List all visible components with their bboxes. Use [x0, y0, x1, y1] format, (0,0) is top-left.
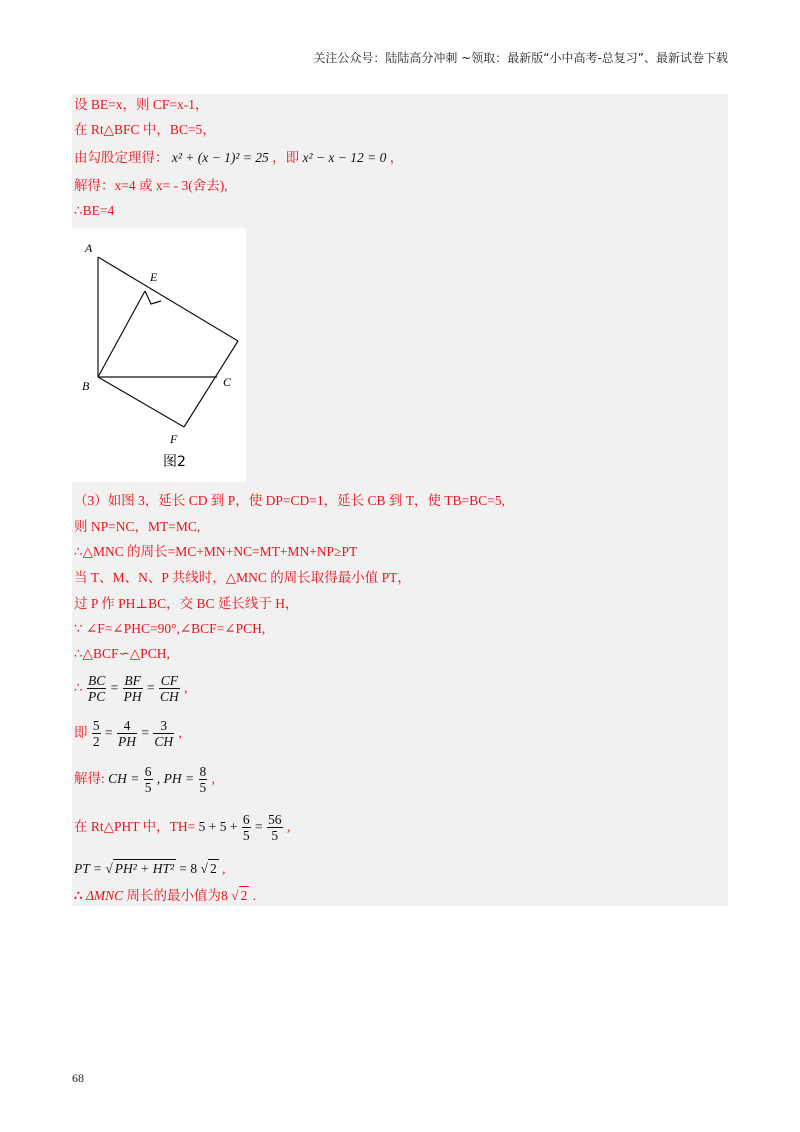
th-line: 在 Rt△PHT 中，TH= 5 + 5 + $\frac{6}{5}$ = $\frac{56}{5}$ ,	[74, 812, 291, 844]
fraction: $\frac{6}{5}$	[242, 812, 250, 844]
solution-line: 则 NP=NC，MT=MC,	[74, 519, 201, 534]
solve-line: 解得: CH = $\frac{6}{5}$ , PH = $\frac{8}{5}$ ,	[74, 764, 215, 796]
label-a: A	[85, 241, 93, 255]
fraction: $\frac{BF}{PH}$	[123, 673, 142, 705]
text: ，	[389, 150, 404, 165]
ratio-line: ∴ $\frac{BC}{PC}$ = $\frac{BF}{PH}$ = $\frac{CF}{CH}$ ,	[74, 673, 188, 705]
solution-line: 当 T、M、N、P 共线时，△MNC 的周长取得最小值 PT，	[74, 570, 411, 585]
solution-line	[74, 149, 403, 167]
segment-bf	[98, 377, 184, 427]
segment-ad	[98, 257, 238, 341]
fraction: $\frac{CF}{CH}$	[159, 673, 179, 705]
pt-line: PT = √ PH² + HT² = 8 √ 2 ,	[74, 861, 226, 876]
fraction: $\frac{56}{5}$	[268, 812, 282, 844]
geometry-diagram	[72, 228, 246, 482]
fraction: $\frac{5}{2}$	[92, 718, 100, 750]
fraction: $\frac{6}{5}$	[144, 764, 152, 796]
conclusion-line: ∴ ΔMNC 周长的最小值为8 √ 2 .	[74, 888, 257, 903]
label-e: E	[150, 270, 158, 284]
geometry-figure	[72, 228, 246, 482]
text: 由勾股定理得：	[74, 150, 169, 165]
ratio-line: 即 $\frac{5}{2}$ = $\frac{4}{PH}$ = $\frac{3}{CH}$ ,	[74, 718, 182, 750]
solution-line: ∵ ∠F=∠PHC=90°,∠BCF=∠PCH,	[74, 621, 266, 636]
solution-line: 设 BE=x，则 CF=x-1，	[74, 97, 209, 112]
label-c: C	[223, 375, 232, 389]
square-root: 2	[209, 861, 217, 876]
label-b: B	[82, 379, 90, 393]
fraction: $\frac{3}{CH}$	[154, 718, 174, 750]
label-f: F	[170, 432, 178, 446]
square-root: 2	[240, 888, 248, 903]
segment-be	[98, 291, 145, 377]
fraction: $\frac{8}{5}$	[199, 764, 207, 796]
solution-line: ∴BE=4	[74, 203, 115, 218]
fraction: $\frac{4}{PH}$	[118, 718, 136, 750]
solution-line: 在 Rt△BFC 中，BC=5，	[74, 122, 216, 137]
figure-caption: 图2	[163, 454, 186, 470]
solution-line: （3）如图 3，延长 CD 到 P，使 DP=CD=1，延长 CB 到 T，使 TB=BC=5,	[74, 493, 505, 508]
equation: x² − x − 12 = 0	[302, 150, 387, 165]
page-header: 关注公众号：陆陆高分冲刺 ~领取：最新版“小中高考-总复习”、最新试卷下载	[313, 51, 728, 65]
page-number: 68	[72, 1071, 84, 1085]
equation: x² + (x − 1)² = 25	[171, 150, 269, 165]
text: ，即	[272, 150, 300, 165]
solution-block	[72, 94, 728, 906]
solution-line: 过 P 作 PH⊥BC，交 BC 延长线于 H，	[74, 596, 299, 611]
fraction: $\frac{BC}{PC}$	[87, 673, 106, 705]
solution-line: ∴△MNC 的周长=MC+MN+NC=MT+MN+NP≥PT	[74, 544, 358, 559]
solution-line: 解得：x=4 或 x= - 3(舍去),	[74, 178, 228, 193]
solution-line: ∴△BCF∽△PCH,	[74, 646, 170, 661]
square-root: PH² + HT²	[114, 861, 175, 876]
therefore-symbol: ∴	[74, 680, 83, 695]
